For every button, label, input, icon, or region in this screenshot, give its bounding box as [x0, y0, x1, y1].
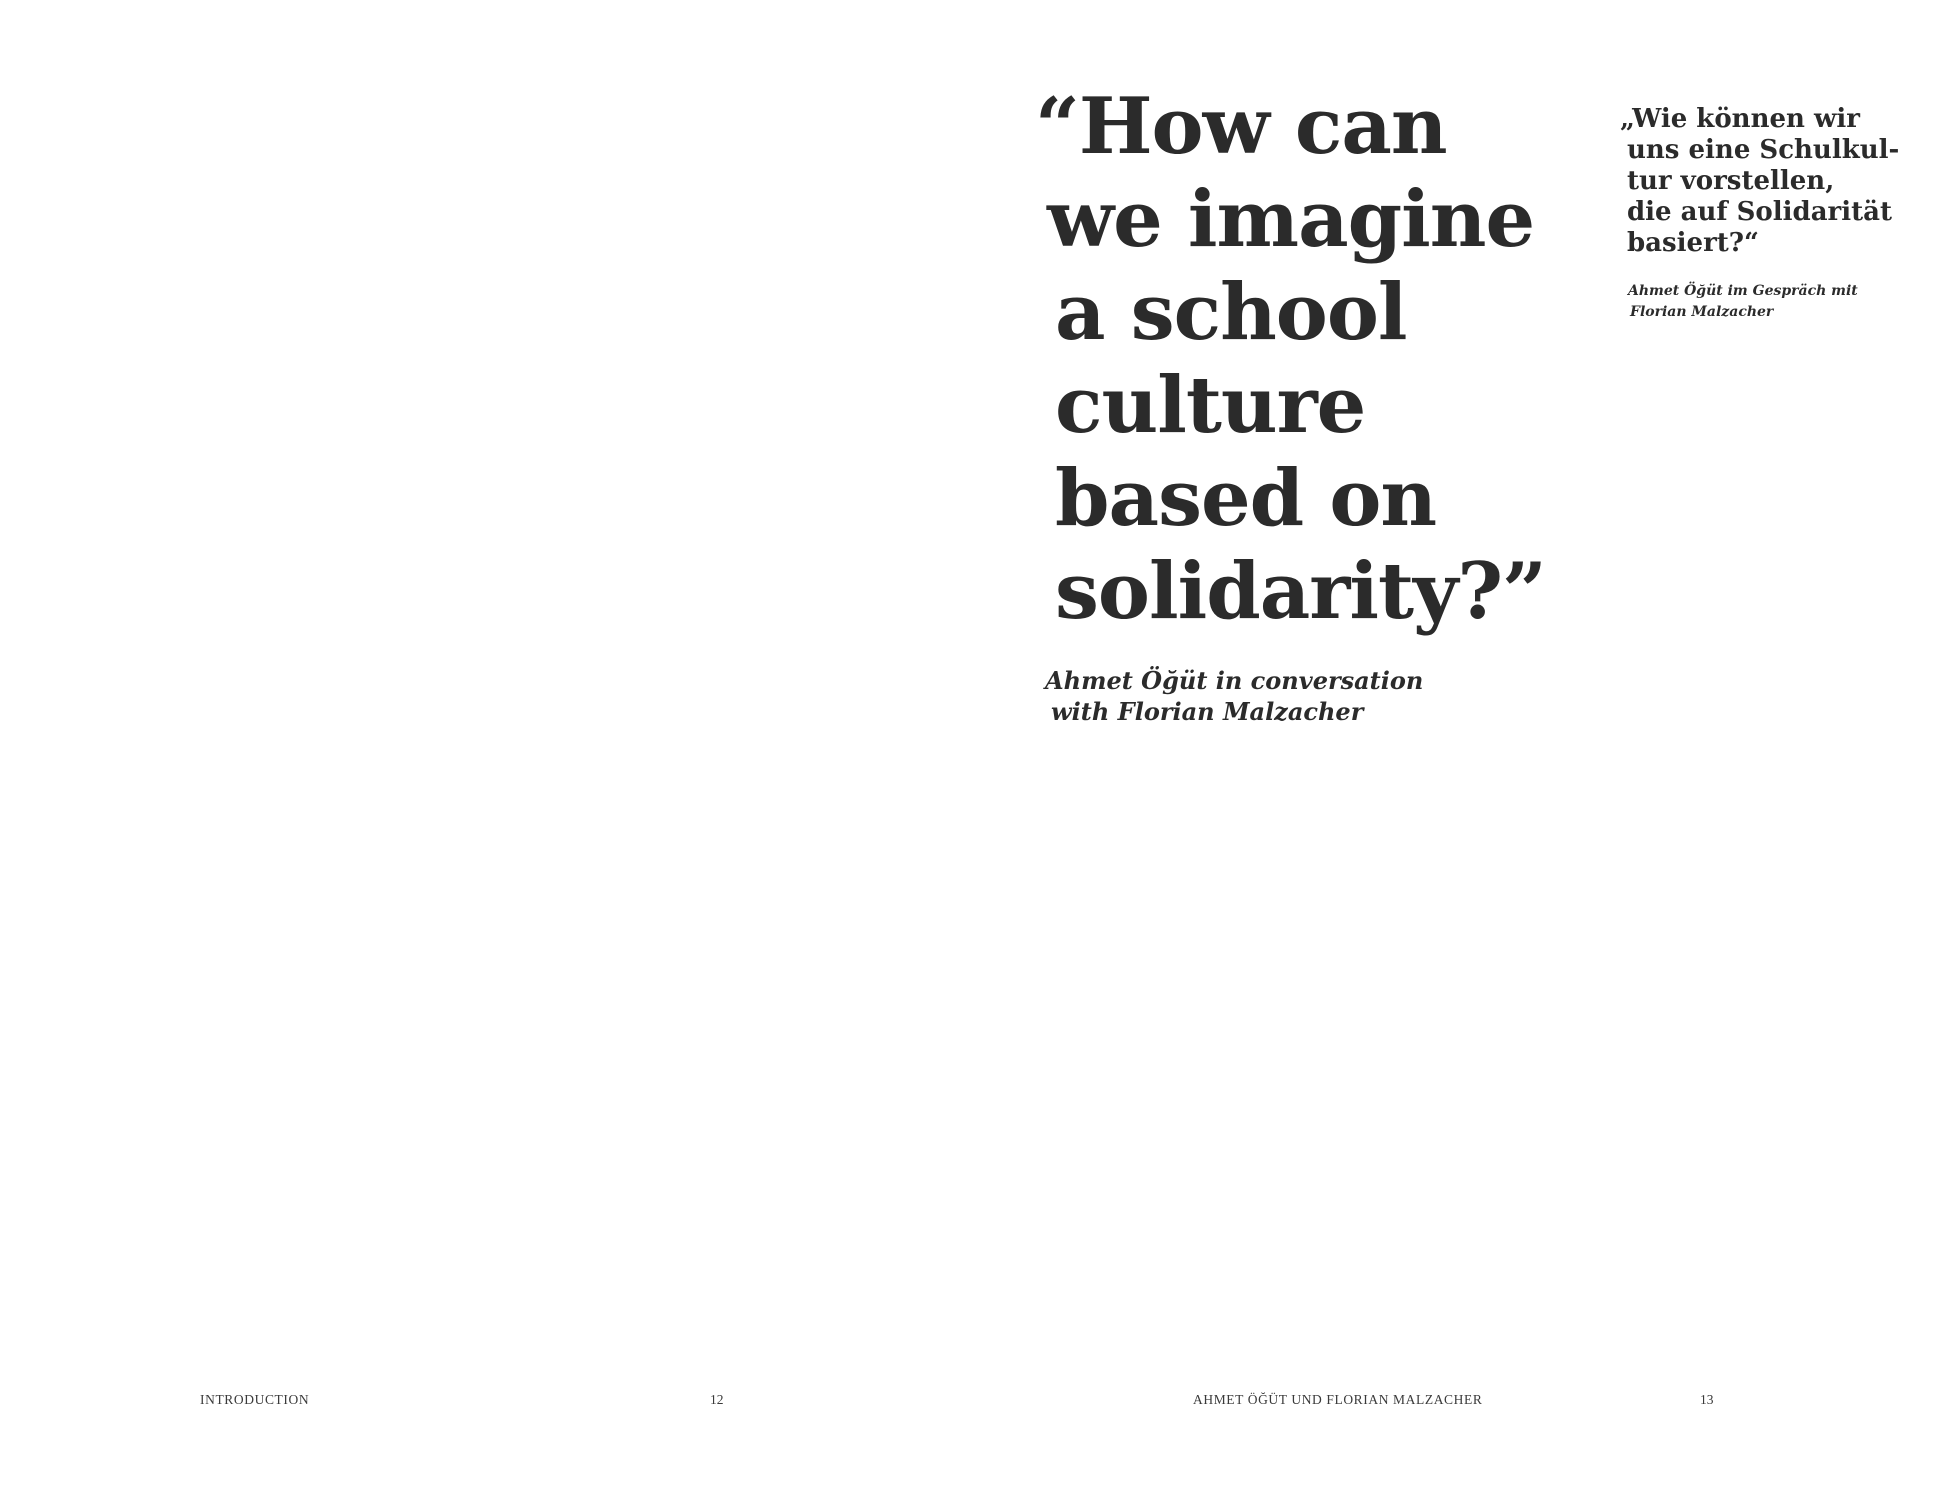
german-quote-line: die auf Solidarität	[1627, 197, 1892, 227]
german-quote-line: basiert?“	[1627, 228, 1759, 258]
main-quote-line: a school	[1055, 267, 1407, 358]
right-running-head: AHMET ÖĞÜT UND FLORIAN MALZACHER	[1193, 1392, 1483, 1407]
main-byline-line: Ahmet Öğüt in conversation	[1045, 666, 1424, 695]
german-byline	[1628, 281, 1858, 323]
german-quote-line: tur vorstellen,	[1627, 166, 1835, 196]
left-page-number: 12	[710, 1392, 724, 1407]
right-page	[970, 0, 1941, 1500]
main-quote-line: solidarity?”	[1055, 546, 1546, 637]
german-quote-line: „Wie können wir	[1620, 104, 1860, 134]
main-quote-line: culture	[1055, 360, 1366, 451]
main-byline	[1045, 665, 1423, 727]
german-quote-title	[1620, 104, 1900, 259]
main-quote-line: “How can	[1035, 81, 1447, 172]
right-page-number: 13	[1700, 1392, 1714, 1407]
german-quote-line: uns eine Schulkul-	[1627, 135, 1900, 165]
left-running-head: INTRODUCTION	[200, 1392, 310, 1407]
main-quote-title	[1035, 80, 1595, 638]
german-byline-line: Ahmet Öğüt im Gespräch mit	[1628, 283, 1858, 299]
main-quote-line: based on	[1055, 453, 1437, 544]
left-page	[0, 0, 970, 1500]
main-quote-line: we imagine	[1047, 174, 1535, 265]
main-byline-line: with Florian Malzacher	[1051, 697, 1364, 726]
german-byline-line: Florian Malzacher	[1630, 304, 1774, 320]
